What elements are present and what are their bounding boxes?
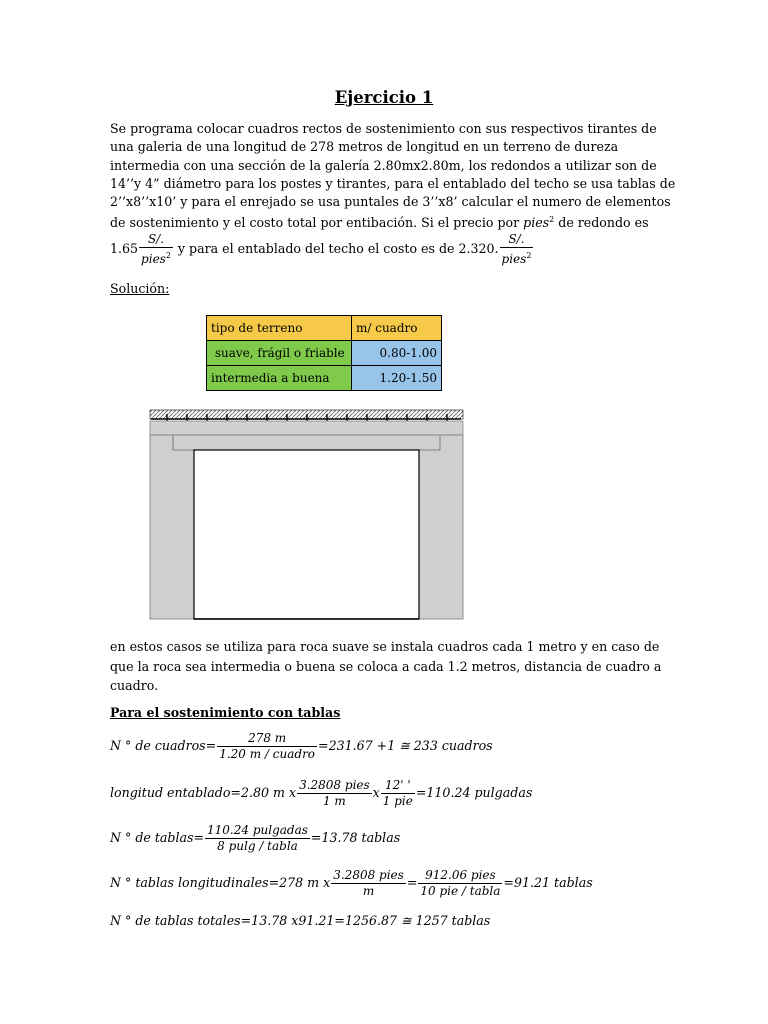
- table-row: [207, 341, 442, 366]
- page-title: Ejercicio 1: [334, 88, 434, 107]
- intro-line: intermedia con una sección de la galería 2.80mx2.80m, los redondos a utilizar son de: [110, 157, 657, 173]
- table-cell: suave, frágil o friable: [207, 341, 352, 366]
- price-value-1: 1.65: [110, 241, 139, 256]
- price-fraction-1: $\frac{S/.}{pies^2}$: [141, 232, 171, 266]
- price-fraction-2: $\frac{S/.}{pies^2}$: [501, 232, 532, 266]
- equation-cuadros: N ° de cuadros= $\frac{278 m}{\text{1.20 m / cuadro}}$ =231.67 +1 ≅ 233 cuadros: [110, 731, 493, 761]
- support-frame-diagram: [149, 409, 465, 622]
- price-middle: y para el entablado del techo el costo es de 2.320.: [173, 241, 499, 256]
- price-line: [110, 232, 656, 267]
- intro-line: 2’’x8’’x10’ y para el enrejado se usa puntales de 3’’x8’ calcular el numero de elementos: [110, 194, 671, 210]
- fraction: $\frac{\text{3.2808 pies}}{1 m}$: [299, 778, 370, 808]
- intro-paragraph: [110, 120, 676, 233]
- spacing-line: que la roca sea intermedia o buena se coloca a cada 1.2 metros, distancia de cuadro a: [110, 658, 662, 674]
- intro-line: una galeria de una longitud de 278 metros de longitud en un terreno de dureza: [110, 139, 619, 155]
- table-cell: 1.20-1.50: [352, 366, 442, 391]
- equation-totales: N ° de tablas totales=13.78 x91.21=1256.87 ≅ 1257 tablas: [110, 913, 491, 928]
- gallery-opening: [194, 450, 419, 619]
- equation-longitudinales: N ° tablas longitudinales=278 m x $\frac{\text{3.2808 pies}}{m}$ = $\frac{\text{912.06 pies}}{\text{10 pie / tabla}}$ =91.21 tablas: [110, 868, 593, 898]
- table-row: [207, 366, 442, 391]
- table-header: m/ cuadro: [352, 316, 442, 341]
- fraction: $\frac{\text{912.06 pies}}{\text{10 pie / tabla}}$: [420, 868, 501, 898]
- fraction: $\frac{12' '}{\text{1 pie}}$: [382, 778, 413, 808]
- spacing-paragraph: [110, 637, 662, 696]
- pies-unit: pies: [523, 215, 550, 231]
- section-heading: Para el sostenimiento con tablas: [110, 705, 341, 720]
- fraction: $\frac{\text{110.24 pulgadas}}{\text{8 pulg / tabla}}$: [207, 823, 308, 853]
- table-header: tipo de terreno: [207, 316, 352, 341]
- spacing-line: en estos casos se utiliza para roca suave se instala cuadros cada 1 metro y en caso de: [110, 639, 660, 654]
- fraction: $\frac{\text{3.2808 pies}}{m}$: [333, 868, 404, 898]
- equation-tablas: N ° de tablas= $\frac{\text{110.24 pulgadas}}{\text{8 pulg / tabla}}$ =13.78 tablas: [110, 823, 401, 853]
- terrain-table: [206, 315, 442, 391]
- intro-line: 14’’y 4” diámetro para los postes y tirantes, para el entablado del techo se usa tablas de: [110, 175, 676, 191]
- intro-line: Se programa colocar cuadros rectos de sostenimiento con sus respectivos tirantes de: [110, 121, 657, 136]
- table-cell: intermedia a buena: [207, 366, 352, 391]
- equation-longitud: longitud entablado=2.80 m x $\frac{\text{3.2808 pies}}{1 m}$ x $\frac{12' '}{\text{1 pie}}$ =110.24 pulgadas: [110, 778, 533, 808]
- fraction: $\frac{278 m}{\text{1.20 m / cuadro}}$: [219, 731, 316, 761]
- top-cap-band: [150, 421, 463, 435]
- table-header-row: [207, 316, 442, 341]
- spacing-line: cuadro.: [110, 678, 159, 693]
- table-cell: 0.80-1.00: [352, 341, 442, 366]
- intro-line-6: de sostenimiento y el costo total por entibación. Si el precio por pies$^2$ de redondo es: [110, 215, 649, 231]
- solution-label: Solución:: [110, 281, 170, 296]
